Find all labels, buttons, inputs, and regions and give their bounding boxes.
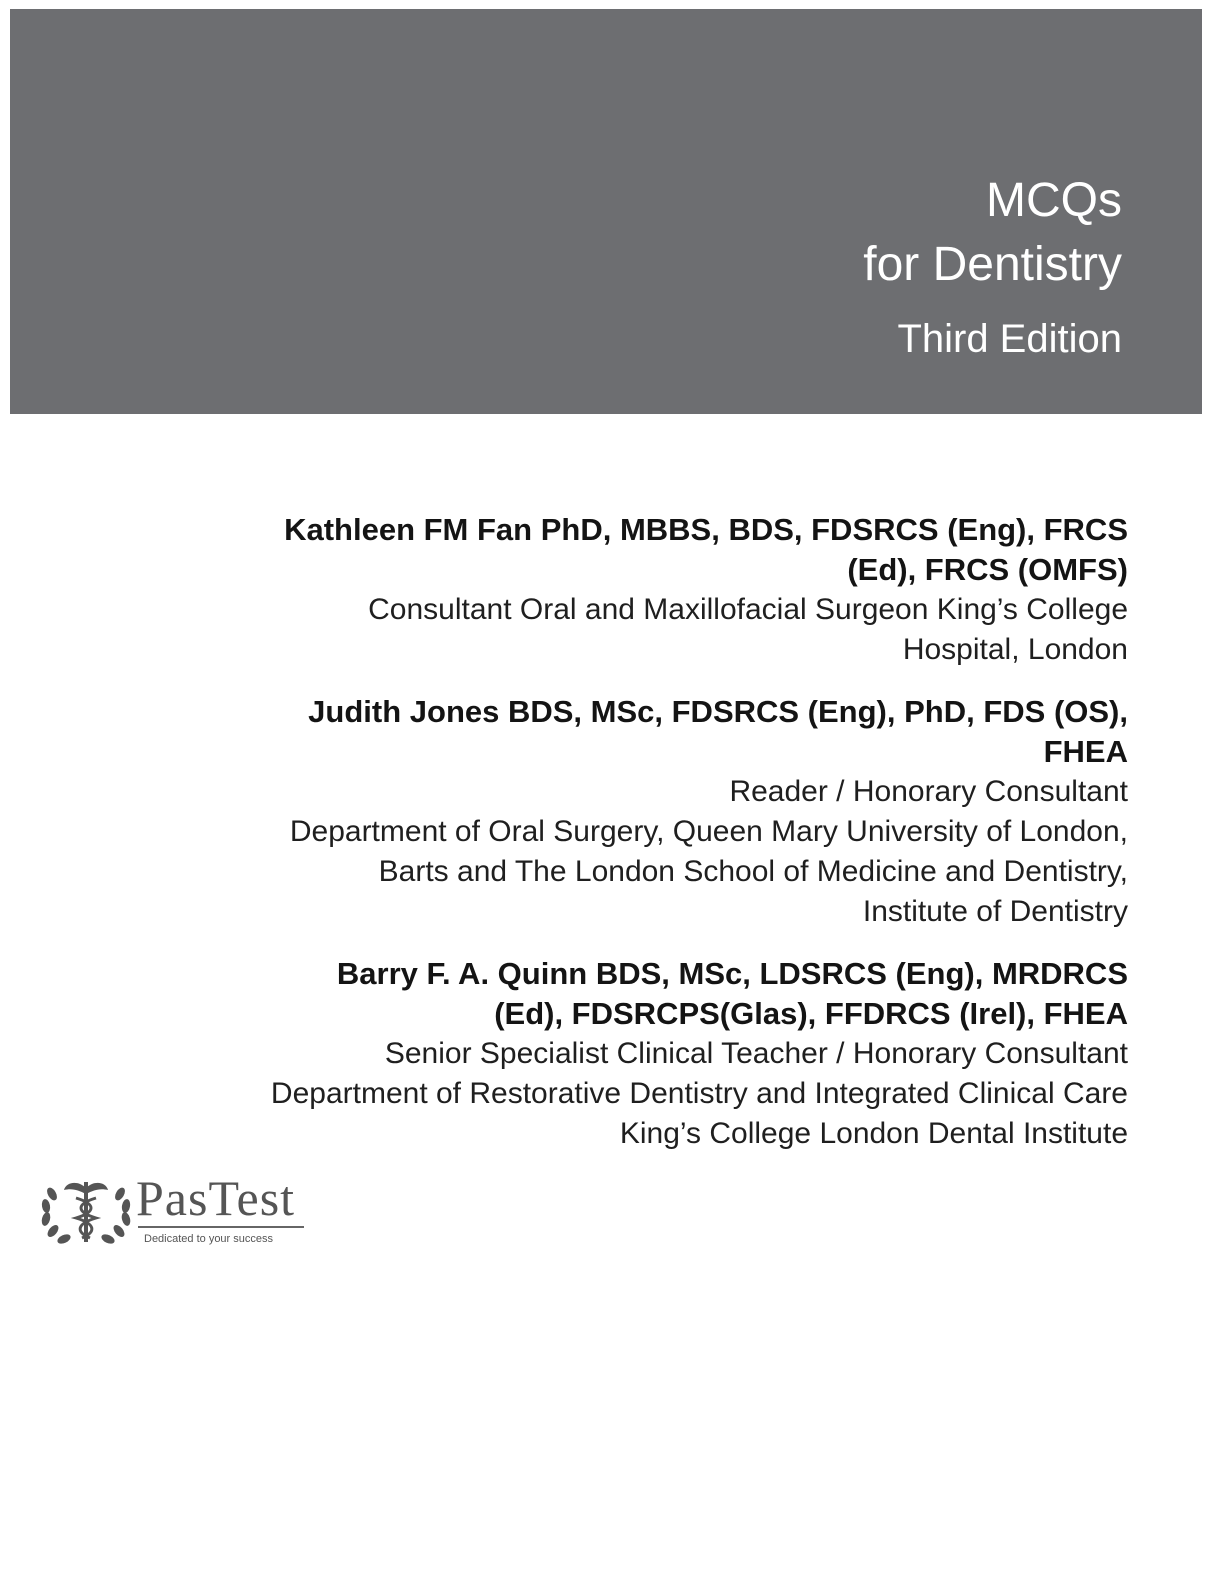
author-block	[148, 954, 1128, 1154]
publisher-tagline: Dedicated to your success	[144, 1233, 274, 1245]
book-title	[863, 169, 1122, 365]
author-affiliation: Consultant Oral and Maxillofacial Surgeon King’s College	[368, 593, 1128, 626]
publisher-logo	[38, 1170, 318, 1256]
author-affiliation: King’s College London Dental Institute	[619, 1117, 1128, 1150]
author-affiliation: Senior Specialist Clinical Teacher / Honorary Consultant	[384, 1037, 1128, 1070]
authors-list	[148, 510, 1128, 1176]
caduceus-laurel-icon	[38, 1176, 134, 1246]
author-name: (Ed), FRCS (OMFS)	[847, 552, 1128, 587]
author-affiliation: Department of Oral Surgery, Queen Mary University of London,	[289, 815, 1128, 848]
author-block	[148, 692, 1128, 932]
author-affiliation: Reader / Honorary Consultant	[729, 775, 1128, 808]
author-affiliation: Department of Restorative Dentistry and Integrated Clinical Care	[270, 1077, 1128, 1110]
author-name: FHEA	[1043, 734, 1128, 769]
logo-divider	[138, 1226, 304, 1228]
author-affiliation: Institute of Dentistry	[862, 895, 1128, 928]
author-name: Kathleen FM Fan PhD, MBBS, BDS, FDSRCS (Eng), FRCS	[284, 512, 1128, 547]
edition-label: Third Edition	[897, 317, 1122, 361]
publisher-name: PasTest	[136, 1170, 296, 1226]
author-block	[148, 510, 1128, 670]
title-line-2: for Dentistry	[863, 238, 1122, 291]
author-name: (Ed), FDSRCPS(Glas), FFDRCS (Irel), FHEA	[494, 996, 1128, 1031]
author-affiliation: Hospital, London	[902, 633, 1128, 666]
author-affiliation: Barts and The London School of Medicine and Dentistry,	[378, 855, 1128, 888]
title-band	[10, 9, 1202, 414]
title-line-1: MCQs	[986, 174, 1122, 227]
author-name: Barry F. A. Quinn BDS, MSc, LDSRCS (Eng), MRDRCS	[336, 956, 1128, 991]
author-name: Judith Jones BDS, MSc, FDSRCS (Eng), PhD, FDS (OS),	[308, 694, 1128, 729]
